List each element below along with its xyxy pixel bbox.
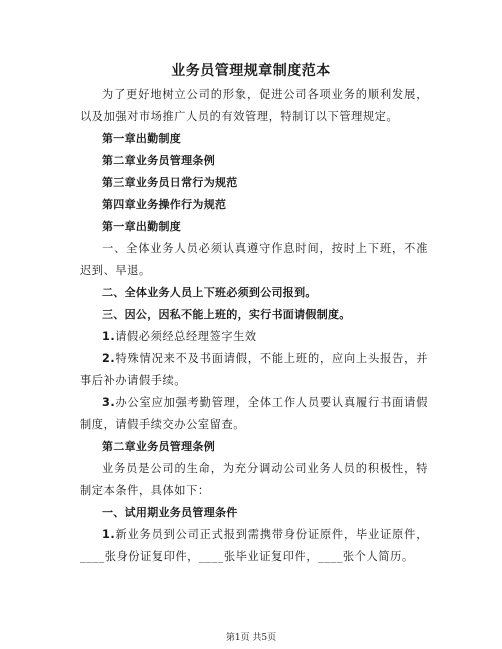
- sub-item-number: 1.: [102, 528, 116, 541]
- toc-item-2: 第二章业务员管理条例: [102, 154, 215, 167]
- chapter1-sub-item-2: [80, 348, 428, 392]
- chapter2-intro: 业务员是公司的生命，为充分调动公司业务人员的积极性，特制定本条件，具体如下：: [80, 462, 428, 497]
- chapter1-sub-item-3: [80, 392, 428, 436]
- sub-item-text: 办公室应加强考勤管理，全体工作人员要认真履行书面请假制度，请假手续交办公室留查。: [80, 396, 428, 431]
- sub-item-text: 请假必须经总经理签字生效: [115, 330, 257, 343]
- toc-item-4: 第四章业务操作行为规范: [102, 198, 227, 211]
- chapter1-sub-item-1: [80, 326, 428, 348]
- chapter1-item-1: 一、全体业务人员必须认真遵守作息时间，按时上下班，不准迟到、早退。: [80, 242, 428, 277]
- page-footer: 第1页 共5页: [225, 633, 277, 643]
- sub-item-text: 新业务员到公司正式报到需携带身份证原件，毕业证原件，____张身份证复印件，____张毕业证复印件，____张个人简历。: [80, 528, 428, 563]
- chapter1-item-2: 二、全体业务人员上下班必须到公司报到。: [102, 286, 317, 299]
- chapter1-heading: 第一章出勤制度: [102, 220, 182, 233]
- document-body: [80, 84, 428, 568]
- toc-item-3: 第三章业务员日常行为规范: [102, 176, 238, 189]
- chapter2-sub-item-1: [80, 524, 428, 568]
- document-title: 业务员管理规章制度范本: [171, 63, 331, 79]
- chapter2-section-1: 一、试用期业务员管理条件: [102, 506, 238, 519]
- sub-item-number: 1.: [102, 330, 116, 343]
- toc-item-1: 第一章出勤制度: [102, 132, 182, 145]
- intro-paragraph: 为了更好地树立公司的形象，促进公司各项业务的顺利发展，以及加强对市场推广人员的有效管理，特制订以下管理规定。: [80, 88, 428, 123]
- chapter2-heading: 第二章业务员管理条例: [102, 440, 215, 453]
- sub-item-number: 3.: [102, 396, 116, 409]
- sub-item-text: 特殊情况来不及书面请假，不能上班的，应向上头报告，并事后补办请假手续。: [80, 352, 428, 387]
- chapter1-item-3: 三、因公，因私不能上班的，实行书面请假制度。: [102, 308, 351, 321]
- sub-item-number: 2.: [102, 352, 116, 365]
